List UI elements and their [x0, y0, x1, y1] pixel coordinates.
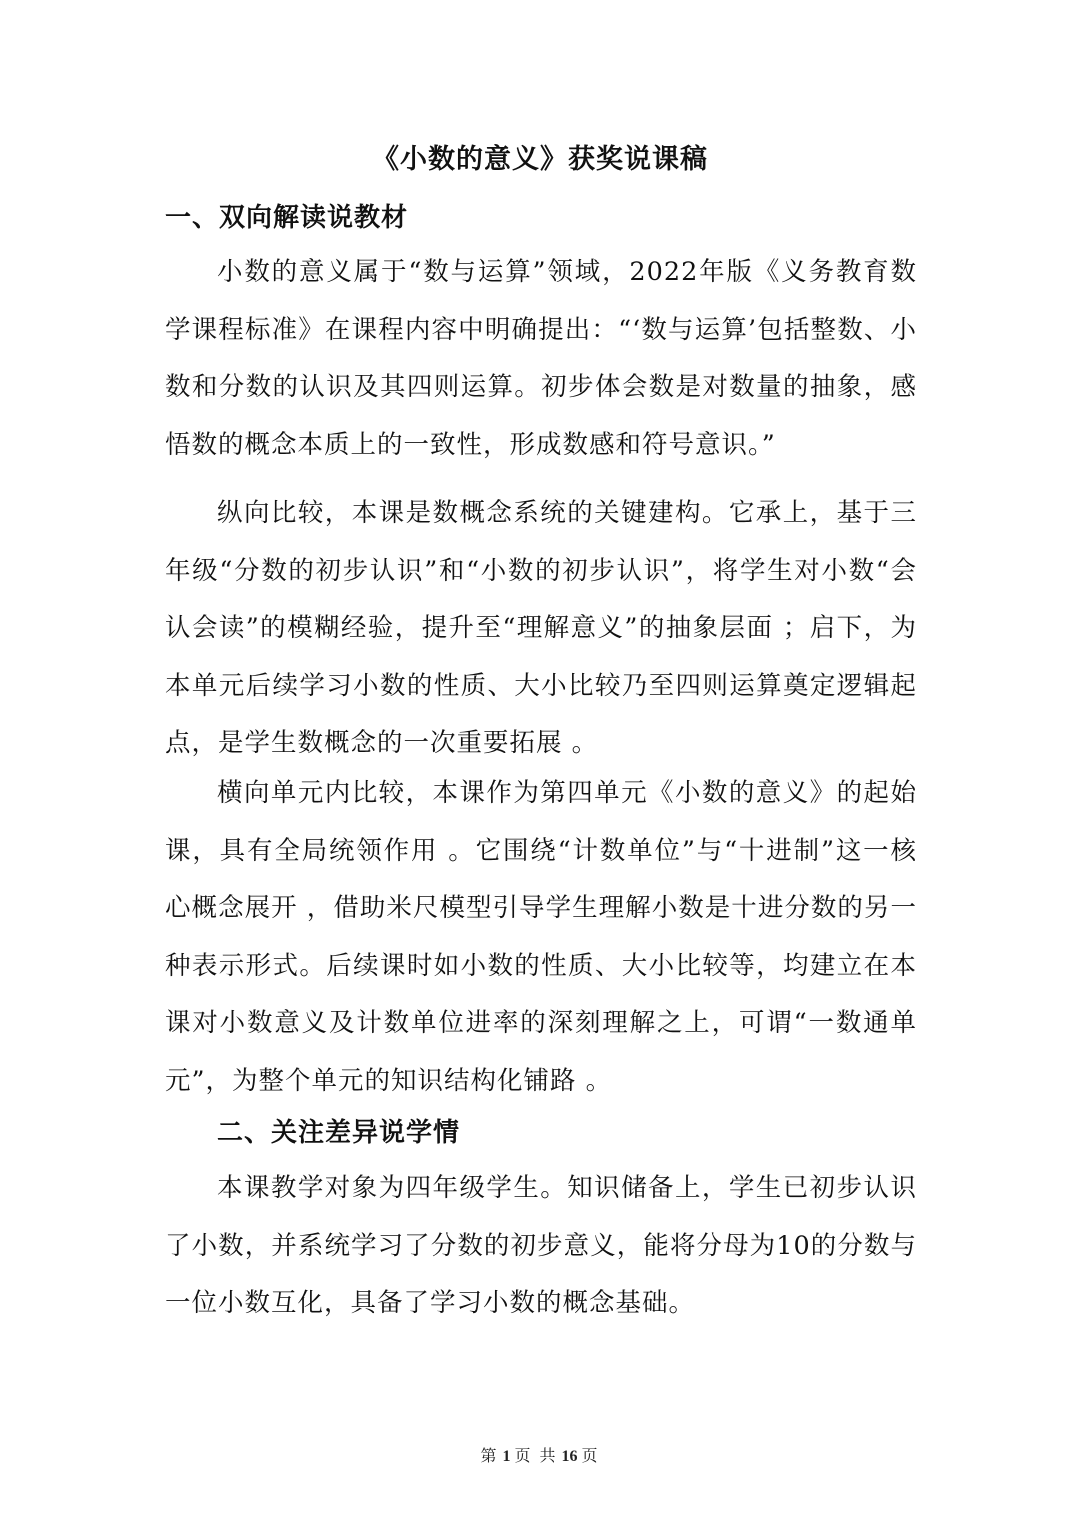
section-heading-2: 二、关注差异说学情 — [217, 1118, 461, 1148]
section-heading-1: 一、双向解读说教材 — [165, 203, 409, 233]
footer-suffix: 页 — [581, 1446, 600, 1465]
paragraph-curriculum: 小数的意义属于“数与运算”领域，2022年版《义务教育数学课程标准》在课程内容中明确提出：“‘数与运算’包括整数、小数和分数的认识及其四则运算。初步体会数是对数量的抽象，感悟数的概念本质上的一致性，形成数感和符号意识。” — [165, 257, 917, 460]
paragraph-vertical-comparison: 纵向比较，本课是数概念系统的关键建构。它承上，基于三年级“分数的初步认识”和“小数的初步认识”，将学生对小数“会认会读”的模糊经验，提升至“理解意义”的抽象层面 ；启下，为本单元后续学习小数的性质、大小比较乃至四则运算奠定逻辑起点，是学生数概念的一次重要拓展 。 — [165, 498, 917, 758]
footer-middle: 页 共 — [514, 1446, 558, 1465]
footer-total-pages: 16 — [561, 1448, 578, 1465]
footer-prefix: 第 — [480, 1446, 499, 1465]
paragraph-horizontal-comparison: 横向单元内比较，本课作为第四单元《小数的意义》的起始课，具有全局统领作用 。它围绕“计数单位”与“十进制”这一核心概念展开 ，借助米尺模型引导学生理解小数是十进分数的另一种表示形式。后续课时如小数的性质、大小比较等，均建立在本课对小数意义及计数单位进率的深刻理解之上，可谓“一数通单元”，为整个单元的知识结构化铺路 。 — [165, 778, 917, 1096]
document-title: 《小数的意义》获奖说课稿 — [372, 144, 708, 175]
footer-page-number: 1 — [502, 1448, 511, 1465]
paragraph-learners: 本课教学对象为四年级学生。知识储备上，学生已初步认识了小数，并系统学习了分数的初步意义，能将分母为10的分数与一位小数互化，具备了学习小数的概念基础。 — [165, 1173, 917, 1318]
page-footer — [0, 1444, 1080, 1469]
